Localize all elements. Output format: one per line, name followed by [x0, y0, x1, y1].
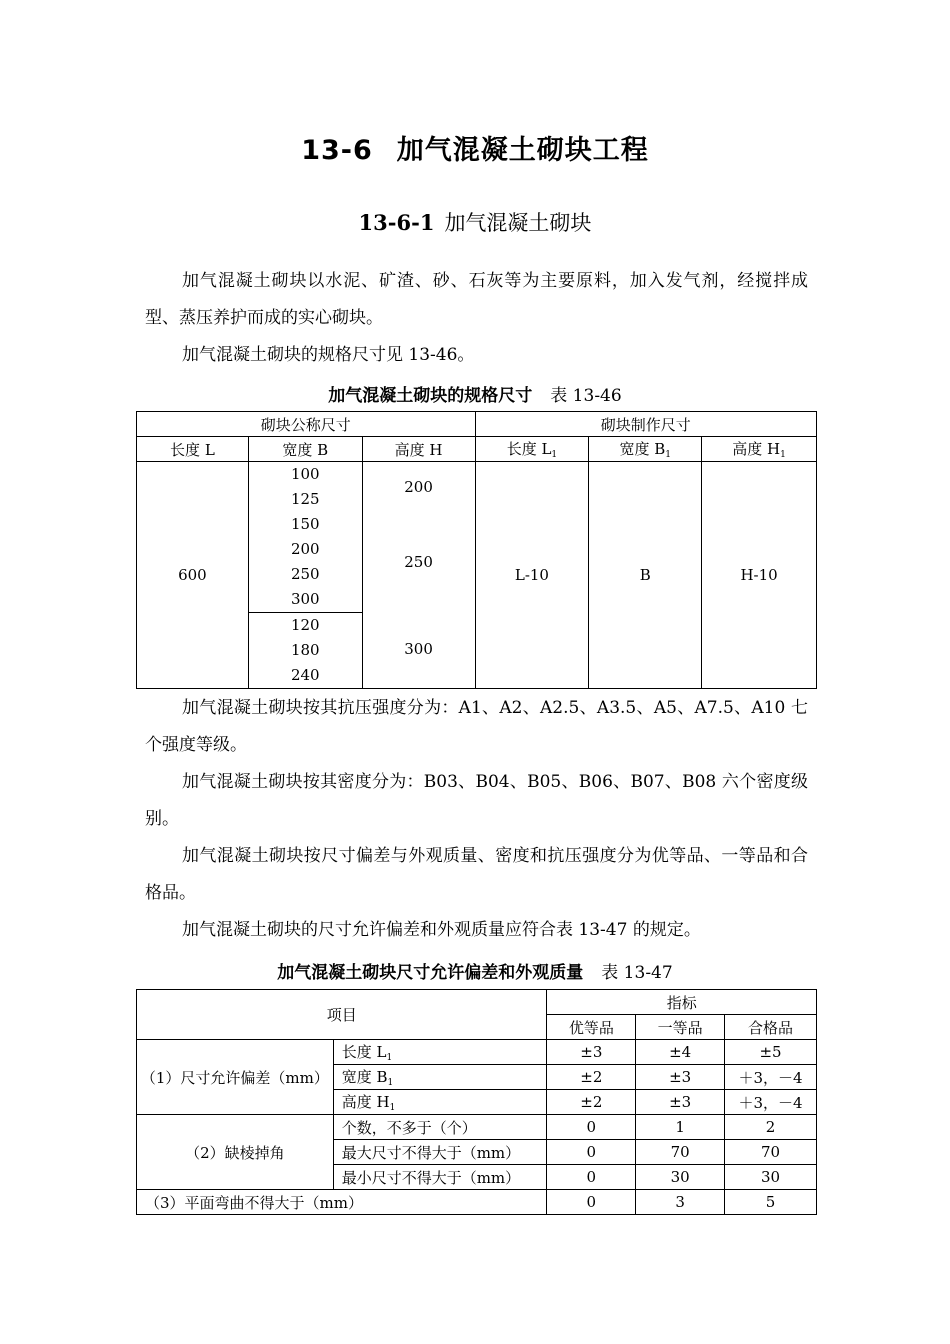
subsection-title: 加气混凝土砌块 [444, 211, 592, 235]
row-label [333, 1065, 547, 1090]
width-value: 250 [290, 565, 320, 583]
table-cell: 30 [725, 1165, 817, 1190]
table-cell: 30 [636, 1165, 725, 1190]
table-cell: L-10 [475, 462, 589, 689]
width-value: 100 [290, 465, 320, 483]
table-header: 项目 [137, 990, 547, 1040]
table-header: 宽度 B [248, 437, 362, 462]
table-header: 指标 [547, 990, 817, 1015]
table-cell: 2 [725, 1115, 817, 1140]
table-header [702, 437, 817, 462]
table-cell: 70 [636, 1140, 725, 1165]
table-cell: ±2 [547, 1065, 636, 1090]
table-cell: 0 [547, 1165, 636, 1190]
width-value: 180 [290, 641, 320, 659]
table-cell: ＋3，－4 [725, 1090, 817, 1115]
height-value: 300 [404, 640, 433, 658]
table-cell: B [589, 462, 702, 689]
width-value: 240 [290, 666, 320, 684]
section-heading [0, 128, 950, 167]
header-text: 高度 H [732, 440, 781, 458]
header-text: 宽度 B [619, 440, 666, 458]
section-number: 13-6 [301, 135, 373, 166]
table-cell: ±3 [636, 1065, 725, 1090]
section-title: 加气混凝土砌块工程 [396, 135, 649, 166]
width-value: 125 [290, 490, 320, 508]
table-caption [0, 958, 950, 983]
height-value: 200 [404, 478, 433, 496]
table-caption-title: 加气混凝土砌块尺寸允许偏差和外观质量 [277, 963, 584, 983]
table-cell: ±3 [547, 1040, 636, 1065]
row-label: 个数，不多于（个） [333, 1115, 547, 1140]
paragraph: 加气混凝土砌块按其密度分为：B03、B04、B05、B06、B07、B08 六个密度级别。 [145, 772, 808, 829]
table-header: 合格品 [725, 1015, 817, 1040]
subscript: 1 [780, 450, 786, 460]
table-group-header: 砌块公称尺寸 [137, 412, 476, 437]
table-cell: 5 [725, 1190, 817, 1215]
row-label: 最小尺寸不得大于（mm） [333, 1165, 547, 1190]
table-header [475, 437, 589, 462]
subscript: 1 [389, 1103, 396, 1113]
paragraph: 加气混凝土砌块按其抗压强度分为：A1、A2、A2.5、A3.5、A5、A7.5、A10 七个强度等级。 [145, 698, 808, 755]
table-caption-number: 表 13-46 [550, 386, 622, 406]
row-label-text: 宽度 B [341, 1068, 388, 1086]
table-header: 高度 H [362, 437, 475, 462]
table-cell: 1 [636, 1115, 725, 1140]
table-header [589, 437, 702, 462]
table-cell: 70 [725, 1140, 817, 1165]
subscript: 1 [551, 450, 558, 460]
paragraph: 加气混凝土砌块按尺寸偏差与外观质量、密度和抗压强度分为优等品、一等品和合格品。 [145, 846, 808, 903]
tolerance-quality-table [136, 989, 817, 1215]
width-value: 150 [290, 515, 320, 533]
table-cell: 3 [636, 1190, 725, 1215]
table-cell: ＋3，－4 [725, 1065, 817, 1090]
table-cell-widths [248, 613, 362, 689]
paragraph: 加气混凝土砌块的规格尺寸见 13-46。 [182, 345, 475, 365]
subscript: 1 [665, 450, 671, 460]
table-cell-widths [248, 462, 362, 613]
paragraph: 加气混凝土砌块以水泥、矿渣、砂、石灰等为主要原料，加入发气剂，经搅拌成型、蒸压养护而成的实心砌块。 [145, 271, 808, 328]
row-label: （3）平面弯曲不得大于（mm） [137, 1190, 547, 1215]
table-cell: H-10 [702, 462, 817, 689]
row-label-text: 长度 L [341, 1043, 387, 1061]
paragraph: 加气混凝土砌块的尺寸允许偏差和外观质量应符合表 13-47 的规定。 [182, 920, 701, 940]
width-value: 120 [290, 616, 320, 634]
table-cell: ±2 [547, 1090, 636, 1115]
table-cell: 0 [547, 1115, 636, 1140]
table-cell: ±4 [636, 1040, 725, 1065]
table-cell: ±3 [636, 1090, 725, 1115]
table-cell-heights [362, 462, 475, 689]
subsection-number: 13-6-1 [358, 210, 435, 235]
subscript: 1 [386, 1053, 393, 1063]
group-label: （2）缺棱掉角 [137, 1115, 334, 1190]
row-label [333, 1040, 547, 1065]
table-caption [0, 381, 950, 406]
row-label: 最大尺寸不得大于（mm） [333, 1140, 547, 1165]
table-cell: 600 [137, 462, 249, 689]
row-label [333, 1090, 547, 1115]
subscript: 1 [387, 1078, 394, 1088]
subsection-heading [0, 207, 950, 237]
header-text: 长度 L [506, 440, 552, 458]
row-label-text: 高度 H [341, 1093, 390, 1111]
group-label: （1）尺寸允许偏差（mm） [137, 1040, 334, 1115]
size-spec-table [136, 411, 817, 689]
height-value: 250 [404, 553, 433, 571]
width-value: 200 [290, 540, 320, 558]
table-header: 一等品 [636, 1015, 725, 1040]
table-header: 优等品 [547, 1015, 636, 1040]
width-value: 300 [290, 590, 320, 608]
table-caption-title: 加气混凝土砌块的规格尺寸 [328, 386, 533, 406]
table-header: 长度 L [137, 437, 249, 462]
table-caption-number: 表 13-47 [601, 963, 673, 983]
table-cell: ±5 [725, 1040, 817, 1065]
table-cell: 0 [547, 1140, 636, 1165]
table-group-header: 砌块制作尺寸 [475, 412, 816, 437]
table-cell: 0 [547, 1190, 636, 1215]
